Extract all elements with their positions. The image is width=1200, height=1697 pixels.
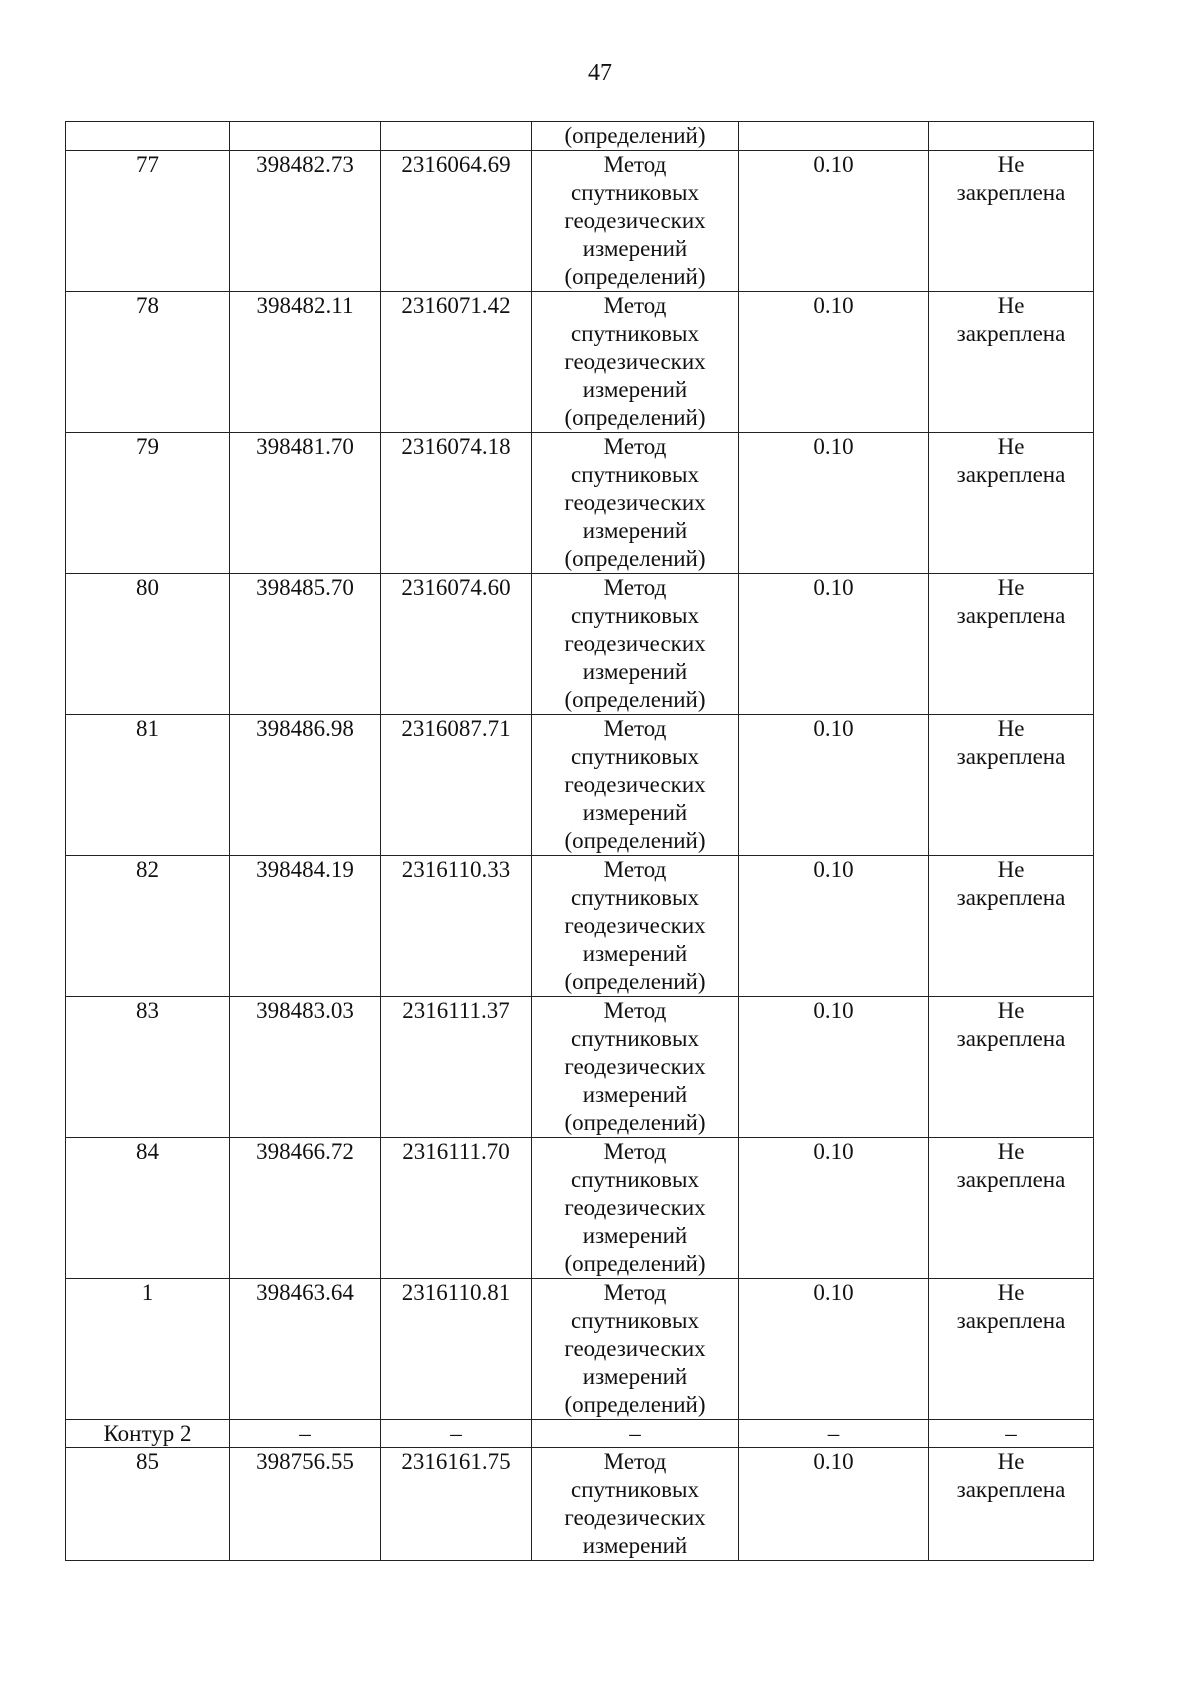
cell-method bbox=[532, 292, 739, 433]
cell-method: – bbox=[532, 1420, 739, 1448]
cell-method-line: спутниковых bbox=[570, 744, 699, 769]
cell-y: 2316074.18 bbox=[381, 433, 532, 574]
cell-method-line: измерений bbox=[582, 941, 688, 966]
cell-method-line: спутниковых bbox=[570, 321, 699, 346]
cell-point: 79 bbox=[66, 433, 230, 574]
cell-accuracy: 0.10 bbox=[739, 856, 929, 997]
cell-x bbox=[230, 122, 381, 151]
cell-method-line: геодезических bbox=[564, 631, 706, 656]
cell-x: 398481.70 bbox=[230, 433, 381, 574]
cell-method-line: (определений) bbox=[564, 1251, 706, 1276]
cell-fixation-line: Не bbox=[997, 434, 1025, 459]
table-row bbox=[66, 1279, 1094, 1420]
cell-fixation bbox=[929, 292, 1094, 433]
cell-method-line: Метод bbox=[603, 575, 667, 600]
cell-x: – bbox=[230, 1420, 381, 1448]
cell-fixation bbox=[929, 122, 1094, 151]
cell-method-line: (определений) bbox=[564, 546, 706, 571]
cell-fixation-line: Не bbox=[997, 293, 1025, 318]
cell-method bbox=[532, 997, 739, 1138]
coordinates-table bbox=[65, 121, 1094, 1561]
cell-point: 80 bbox=[66, 574, 230, 715]
cell-point: 1 bbox=[66, 1279, 230, 1420]
cell-fixation: – bbox=[929, 1420, 1094, 1448]
cell-method-line: Метод bbox=[603, 434, 667, 459]
table-row bbox=[66, 856, 1094, 997]
cell-fixation-line: Не bbox=[997, 575, 1025, 600]
cell-method bbox=[532, 1448, 739, 1561]
cell-method bbox=[532, 715, 739, 856]
table-row bbox=[66, 574, 1094, 715]
cell-fixation-line: закреплена bbox=[956, 1167, 1066, 1192]
cell-method-line: Метод bbox=[603, 1280, 667, 1305]
cell-method-line: измерений bbox=[582, 1223, 688, 1248]
contour-row bbox=[66, 1420, 1094, 1448]
cell-method-line: геодезических bbox=[564, 208, 706, 233]
continuation-row bbox=[66, 122, 1094, 151]
page-number: 47 bbox=[588, 60, 612, 86]
cell-method-line: спутниковых bbox=[570, 462, 699, 487]
cell-point: 85 bbox=[66, 1448, 230, 1561]
cell-method-line: (определений) bbox=[564, 1110, 706, 1135]
cell-method-line: геодезических bbox=[564, 490, 706, 515]
cell-method bbox=[532, 151, 739, 292]
table-row bbox=[66, 292, 1094, 433]
cell-method-line: геодезических bbox=[564, 1195, 706, 1220]
cell-y: 2316111.70 bbox=[381, 1138, 532, 1279]
cell-method-line: (определений) bbox=[564, 969, 706, 994]
cell-method-line: (определений) bbox=[564, 1392, 706, 1417]
cell-method-line: измерений bbox=[582, 1082, 688, 1107]
cell-fixation bbox=[929, 856, 1094, 997]
cell-method-line: измерений bbox=[582, 518, 688, 543]
cell-method-line: спутниковых bbox=[570, 885, 699, 910]
cell-method-line: спутниковых bbox=[570, 180, 699, 205]
cell-y bbox=[381, 122, 532, 151]
cell-fixation-line: закреплена bbox=[956, 744, 1066, 769]
cell-accuracy: 0.10 bbox=[739, 1138, 929, 1279]
cell-fixation-line: Не bbox=[997, 1139, 1025, 1164]
cell-point bbox=[66, 122, 230, 151]
cell-x: 398484.19 bbox=[230, 856, 381, 997]
cell-y: 2316064.69 bbox=[381, 151, 532, 292]
cell-point: 82 bbox=[66, 856, 230, 997]
cell-method-line: измерений bbox=[582, 377, 688, 402]
cell-fixation-line: Не bbox=[997, 1280, 1025, 1305]
cell-fixation-line: закреплена bbox=[956, 321, 1066, 346]
cell-x: 398463.64 bbox=[230, 1279, 381, 1420]
cell-method: (определений) bbox=[532, 122, 739, 151]
cell-fixation bbox=[929, 574, 1094, 715]
cell-method-line: спутниковых bbox=[570, 1167, 699, 1192]
cell-y: 2316087.71 bbox=[381, 715, 532, 856]
cell-fixation bbox=[929, 1448, 1094, 1561]
cell-x: 398466.72 bbox=[230, 1138, 381, 1279]
cell-x: 398485.70 bbox=[230, 574, 381, 715]
cell-method bbox=[532, 433, 739, 574]
cell-fixation-line: Не bbox=[997, 1449, 1025, 1474]
cell-method-line: спутниковых bbox=[570, 1026, 699, 1051]
cell-method-line: (определений) bbox=[564, 264, 706, 289]
cell-method-line: геодезических bbox=[564, 1336, 706, 1361]
cell-method-line: измерений bbox=[582, 1533, 688, 1558]
cell-method-line: измерений bbox=[582, 800, 688, 825]
cell-method-line: геодезических bbox=[564, 1505, 706, 1530]
cell-fixation-line: закреплена bbox=[956, 180, 1066, 205]
cell-accuracy: 0.10 bbox=[739, 151, 929, 292]
cell-method bbox=[532, 1279, 739, 1420]
cell-x: 398483.03 bbox=[230, 997, 381, 1138]
cell-method-line: Метод bbox=[603, 1139, 667, 1164]
cell-point: 77 bbox=[66, 151, 230, 292]
cell-y: 2316161.75 bbox=[381, 1448, 532, 1561]
cell-method bbox=[532, 1138, 739, 1279]
cell-method-line: геодезических bbox=[564, 913, 706, 938]
cell-method-line: измерений bbox=[582, 1364, 688, 1389]
cell-x: 398756.55 bbox=[230, 1448, 381, 1561]
cell-fixation-line: Не bbox=[997, 716, 1025, 741]
table-row bbox=[66, 151, 1094, 292]
coordinates-table-body bbox=[66, 122, 1094, 1561]
cell-method bbox=[532, 574, 739, 715]
cell-method-line: (определений) bbox=[564, 828, 706, 853]
cell-method-line: измерений bbox=[582, 659, 688, 684]
cell-fixation-line: Не bbox=[997, 998, 1025, 1023]
cell-y: 2316111.37 bbox=[381, 997, 532, 1138]
cell-fixation bbox=[929, 1279, 1094, 1420]
cell-accuracy: 0.10 bbox=[739, 997, 929, 1138]
cell-fixation-line: закреплена bbox=[956, 603, 1066, 628]
cell-accuracy: 0.10 bbox=[739, 433, 929, 574]
cell-point: 81 bbox=[66, 715, 230, 856]
table-row bbox=[66, 997, 1094, 1138]
cell-method-line: геодезических bbox=[564, 772, 706, 797]
table-row bbox=[66, 1138, 1094, 1279]
cell-method-line: Метод bbox=[603, 998, 667, 1023]
cell-accuracy: 0.10 bbox=[739, 1279, 929, 1420]
cell-point: 78 bbox=[66, 292, 230, 433]
cell-method bbox=[532, 856, 739, 997]
cell-method-line: измерений bbox=[582, 236, 688, 261]
cell-fixation bbox=[929, 151, 1094, 292]
cell-x: 398486.98 bbox=[230, 715, 381, 856]
cell-method-line: Метод bbox=[603, 152, 667, 177]
cell-method-line: Метод bbox=[603, 1449, 667, 1474]
cell-method-line: Метод bbox=[603, 293, 667, 318]
cell-fixation-line: Не bbox=[997, 857, 1025, 882]
cell-accuracy: – bbox=[739, 1420, 929, 1448]
cell-fixation-line: закреплена bbox=[956, 462, 1066, 487]
cell-accuracy: 0.10 bbox=[739, 1448, 929, 1561]
cell-fixation-line: закреплена bbox=[956, 1477, 1066, 1502]
cell-fixation bbox=[929, 997, 1094, 1138]
cell-accuracy: 0.10 bbox=[739, 715, 929, 856]
cell-fixation-line: закреплена bbox=[956, 1308, 1066, 1333]
cell-accuracy bbox=[739, 122, 929, 151]
cell-method-line: геодезических bbox=[564, 1054, 706, 1079]
table-row bbox=[66, 715, 1094, 856]
cell-contour-label: Контур 2 bbox=[66, 1420, 230, 1448]
cell-y: 2316074.60 bbox=[381, 574, 532, 715]
cell-method-line: спутниковых bbox=[570, 1477, 699, 1502]
cell-accuracy: 0.10 bbox=[739, 292, 929, 433]
cell-x: 398482.73 bbox=[230, 151, 381, 292]
cell-accuracy: 0.10 bbox=[739, 574, 929, 715]
cell-fixation-line: Не bbox=[997, 152, 1025, 177]
cell-fixation bbox=[929, 433, 1094, 574]
cell-method-line: спутниковых bbox=[570, 1308, 699, 1333]
cell-fixation-line: закреплена bbox=[956, 1026, 1066, 1051]
cell-fixation bbox=[929, 1138, 1094, 1279]
cell-y: 2316110.33 bbox=[381, 856, 532, 997]
cell-method-line: (определений) bbox=[564, 405, 706, 430]
cell-fixation bbox=[929, 715, 1094, 856]
cell-y: 2316110.81 bbox=[381, 1279, 532, 1420]
cell-method-line: Метод bbox=[603, 716, 667, 741]
cell-method-line: спутниковых bbox=[570, 603, 699, 628]
cell-fixation-line: закреплена bbox=[956, 885, 1066, 910]
cell-method-line: (определений) bbox=[564, 687, 706, 712]
table-row bbox=[66, 433, 1094, 574]
table-row bbox=[66, 1448, 1094, 1561]
cell-method-line: геодезических bbox=[564, 349, 706, 374]
cell-x: 398482.11 bbox=[230, 292, 381, 433]
cell-y: – bbox=[381, 1420, 532, 1448]
cell-point: 83 bbox=[66, 997, 230, 1138]
cell-y: 2316071.42 bbox=[381, 292, 532, 433]
cell-point: 84 bbox=[66, 1138, 230, 1279]
cell-method-line: Метод bbox=[603, 857, 667, 882]
